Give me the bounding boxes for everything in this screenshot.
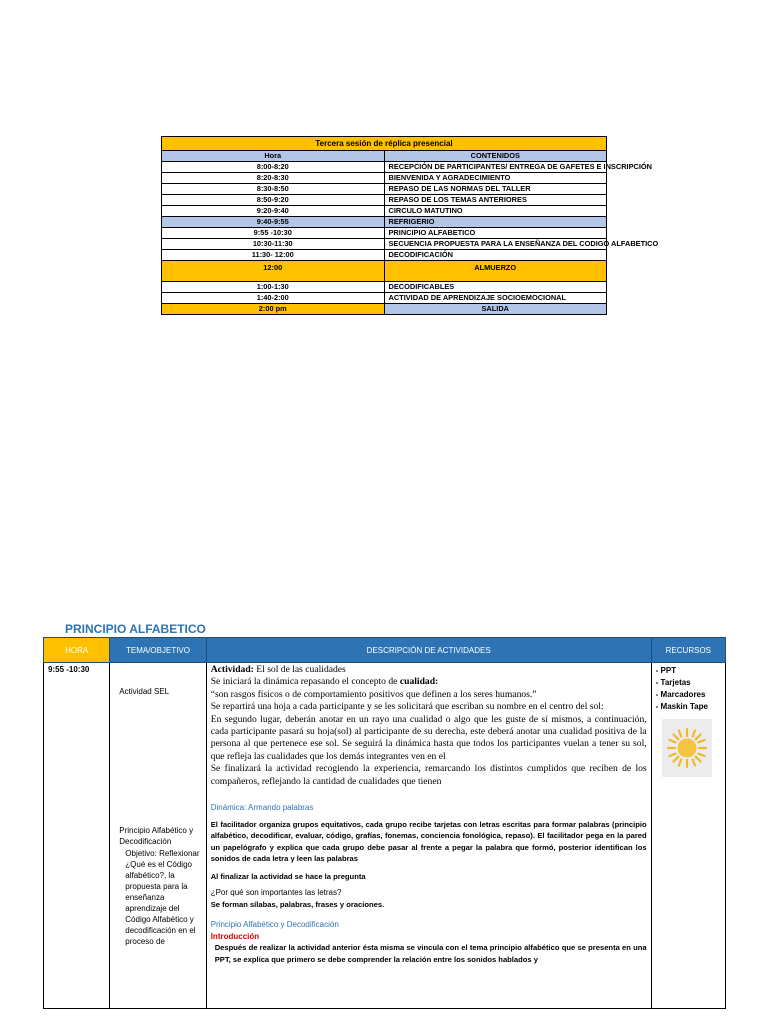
sel-step-1: Se repartirá una hoja a cada participante y se les solicitará que escriban su nombre en el centro del sol: xyxy=(210,701,604,713)
schedule-hora: 8:50-9:20 xyxy=(162,195,385,206)
schedule-contenido: ACTIVIDAD DE APRENDIZAJE SOCIOEMOCIONAL xyxy=(384,293,607,304)
schedule-row xyxy=(162,261,607,282)
schedule-contenido: REPASO DE LAS NORMAS DEL TALLER xyxy=(384,184,607,195)
schedule-header-row xyxy=(162,151,607,162)
dinamica-text: El facilitador organiza grupos equitativos, cada grupo recibe tarjetas con letras escritas para formar palabras (principio alfabético, decodificar, evaluar, código, grafías, fonemas, conciencia fonológica, repaso). El facilitador pega en la pared un papelógrafo y explica que cada grupo debe pasar al frente a pegar la palabra que formó, posterior identifican los sonidos de cada letra y leen las palabras xyxy=(210,819,647,864)
schedule-table xyxy=(161,136,659,315)
activities-table xyxy=(43,637,726,1009)
schedule-hora: 8:30-8:50 xyxy=(162,184,385,195)
schedule-row xyxy=(162,162,607,173)
schedule-col-hora: Hora xyxy=(162,151,385,162)
schedule-contenido: ALMUERZO xyxy=(384,261,607,282)
al-finalizar: Al finalizar la actividad se hace la pregunta xyxy=(210,871,366,881)
dinamica-block xyxy=(211,802,647,965)
cualidad-definition: “son rasgos físicos o de comportamiento positivos que definen a los seres humanos.” xyxy=(210,688,537,700)
schedule-contenido: BIENVENIDA Y AGRADECIMIENTO xyxy=(384,173,607,184)
schedule-contenido: PRINCIPIO ALFABETICO xyxy=(384,228,607,239)
schedule-row xyxy=(162,293,607,304)
schedule-contenido: SECUENCIA PROPUESTA PARA LA ENSEÑANZA DEL CODIGO ALFABETICO xyxy=(384,239,607,250)
schedule-title: Tercera sesión de réplica presencial xyxy=(162,137,607,151)
schedule-body xyxy=(162,162,659,315)
recursos-list xyxy=(656,665,721,713)
subtitulo-principio: Principio Alfabético y Decodificación xyxy=(210,920,339,930)
schedule-hora: 12:00 xyxy=(162,261,385,282)
header-descripcion: DESCRIPCIÓN DE ACTIVIDADES xyxy=(206,638,651,663)
schedule-row xyxy=(162,228,607,239)
schedule-row xyxy=(162,239,607,250)
sun-icon xyxy=(665,726,709,770)
sel-step-3: Se finalizará la actividad recogiendo la experiencia, remarcando los distintos cumplidos que reciben de los compañeros, reflejando la cantidad de cualidades que tienen xyxy=(210,763,647,787)
introduccion-title: Introducción xyxy=(210,931,260,941)
schedule-row xyxy=(162,250,607,261)
schedule-contenido: CIRCULO MATUTINO xyxy=(384,206,607,217)
actividad-sel-text xyxy=(211,664,647,788)
activity-tema xyxy=(110,663,206,1009)
schedule-row xyxy=(162,195,607,206)
schedule-row xyxy=(162,282,607,293)
schedule-contenido: DECODIFICACIÓN xyxy=(384,250,607,261)
schedule-row xyxy=(162,217,607,228)
activities-header-row xyxy=(44,638,726,663)
tema-principio: Principio Alfabético y Decodificación xyxy=(119,826,194,846)
schedule-contenido: SALIDA xyxy=(384,304,607,315)
respuesta: Se forman sílabas, palabras, frases y oraciones. xyxy=(210,899,385,909)
recurso-item: - Tarjetas xyxy=(655,678,691,687)
schedule-row xyxy=(162,206,607,217)
dinamica-title: Dinámica: Armando palabras xyxy=(210,803,314,813)
activity-hora: 9:55 -10:30 xyxy=(44,663,110,1009)
schedule-contenido: RECEPCIÓN DE PARTICIPANTES/ ENTREGA DE GAFETES E INSCRIPCIÓN xyxy=(384,162,607,173)
recurso-item: - Maskin Tape xyxy=(655,702,708,711)
schedule-hora: 9:40-9:55 xyxy=(162,217,385,228)
header-recursos: RECURSOS xyxy=(651,638,725,663)
activity-row xyxy=(44,663,726,1009)
schedule-row xyxy=(162,184,607,195)
schedule-hora: 1:00-1:30 xyxy=(162,282,385,293)
tema-objetivo: Objetivo: Reflexionar ¿Qué es el Código alfabético?, la propuesta para la enseñanza aprendizaje del Código Alfabético y decodificación en el proceso de xyxy=(125,849,200,946)
activity-descripcion xyxy=(206,663,651,1009)
schedule-hora: 9:20-9:40 xyxy=(162,206,385,217)
recurso-item: - PPT xyxy=(655,666,677,675)
schedule-hora: 11:30- 12:00 xyxy=(162,250,385,261)
cualidad-term: cualidad: xyxy=(399,676,439,688)
schedule-contenido: REPASO DE LOS TEMAS ANTERIORES xyxy=(384,195,607,206)
schedule-row xyxy=(162,304,607,315)
sun-image xyxy=(662,719,712,777)
schedule-row xyxy=(162,173,607,184)
schedule-contenido: DECODIFICABLES xyxy=(384,282,607,293)
activity-recursos xyxy=(651,663,725,1009)
schedule-title-row xyxy=(162,137,607,151)
introduccion-text: Después de realizar la actividad anterior ésta misma se vincula con el tema principio alfabético que se presenta en una PPT, se explica que primero se debe comprender la relación entre los sonidos hablados y xyxy=(214,943,647,964)
schedule-hora: 8:00-8:20 xyxy=(162,162,385,173)
schedule-hora: 2:00 pm xyxy=(162,304,385,315)
tema-sel: Actividad SEL xyxy=(119,687,170,696)
pregunta: ¿Por qué son importantes las letras? xyxy=(210,888,342,898)
schedule-hora: 8:20-8:30 xyxy=(162,173,385,184)
schedule-hora: 9:55 -10:30 xyxy=(162,228,385,239)
schedule-hora: 10:30-11:30 xyxy=(162,239,385,250)
schedule-col-contenidos: CONTENIDOS xyxy=(384,151,607,162)
actividad-label: Actividad: xyxy=(210,664,254,675)
schedule-hora: 1:40-2:00 xyxy=(162,293,385,304)
schedule-contenido: REFRIGERIO xyxy=(384,217,607,228)
cualidad-intro: Se iniciará la dinámica repasando el concepto de xyxy=(210,676,400,688)
recurso-item: - Marcadores xyxy=(655,690,706,699)
actividad-name: El sol de las cualidades xyxy=(253,664,346,675)
header-hora: HORA xyxy=(44,638,110,663)
sel-step-2: En segundo lugar, deberán anotar en un rayo una cualidad o algo que les guste de sí mismos, a continuación, cada participante pasará su hoja(sol) al participante de su derecha, este deberá anotar una cualidad positiva de la persona al que pertenece ese sol. Se seguirá la dinámica hasta que todos los participantes vuelan a tener su sol, que refleja las cualidades que los demás integrantes ven en el xyxy=(210,713,647,762)
section-title: PRINCIPIO ALFABETICO xyxy=(65,622,206,636)
header-tema: TEMA/OBJETIVO xyxy=(110,638,206,663)
